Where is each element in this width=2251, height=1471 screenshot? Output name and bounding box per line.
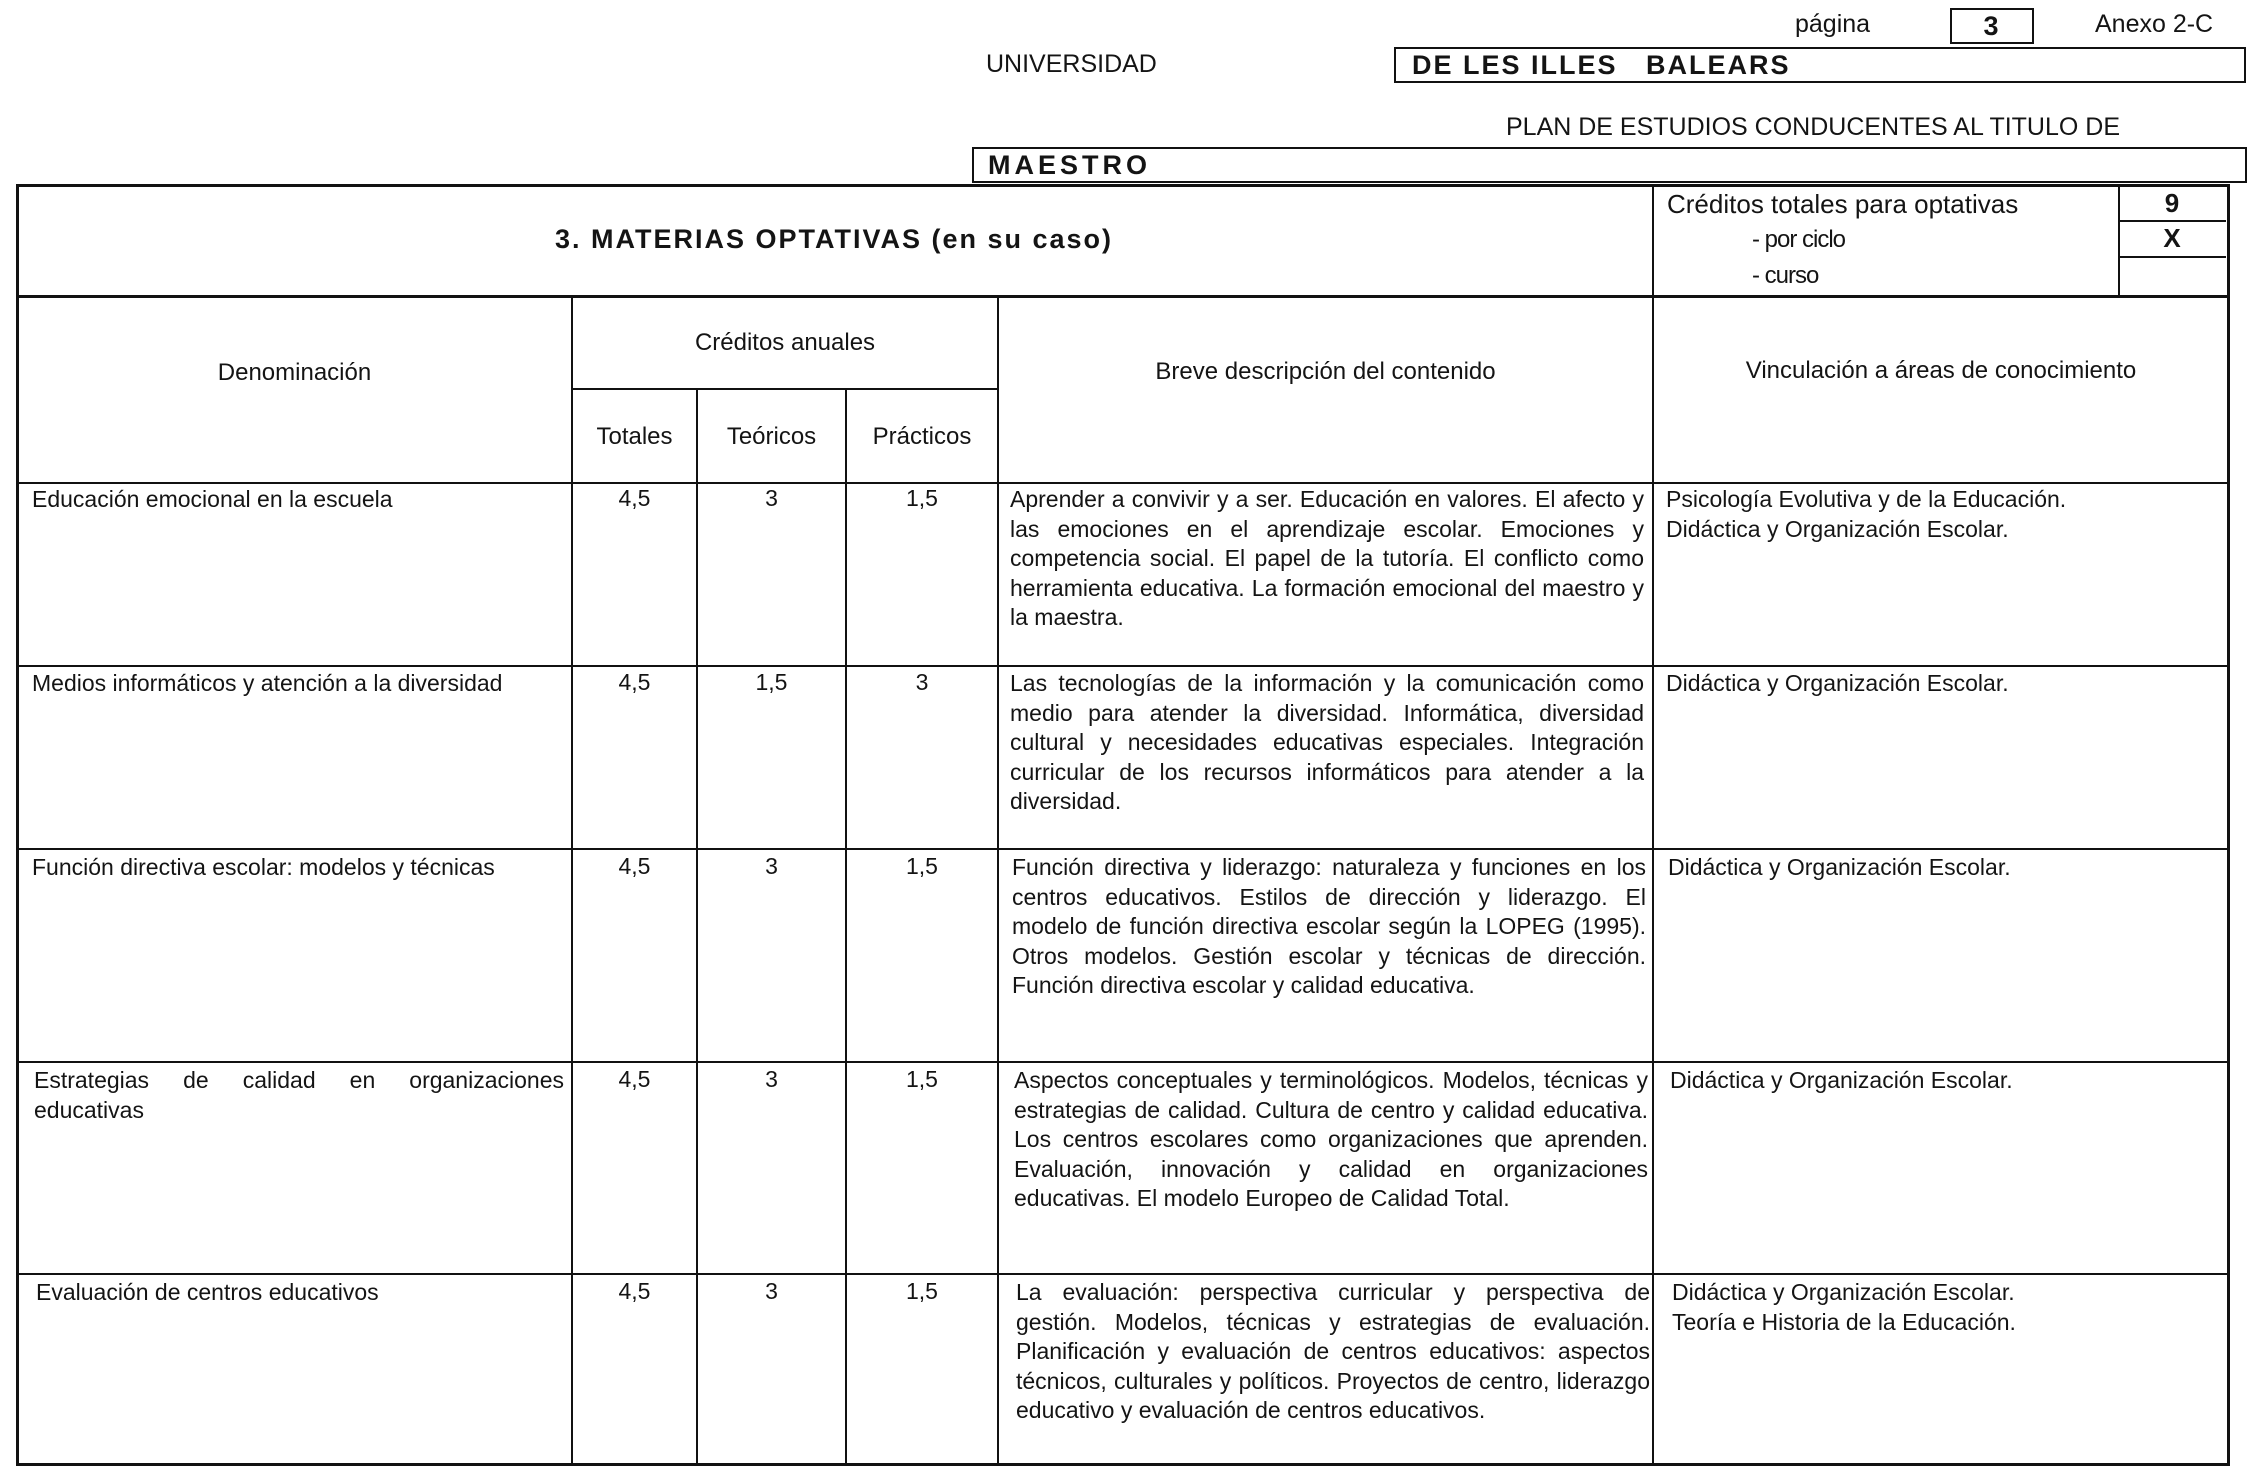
section-title: 3. MATERIAS OPTATIVAS (en su caso) (554, 224, 1114, 254)
column-divider (1652, 296, 1654, 1466)
row-3-vinculacion: Didáctica y Organización Escolar. (1668, 854, 2011, 880)
row-1-denominacion: Educación emocional en la escuela (32, 486, 393, 512)
row-1-totales: 4,5 (618, 485, 651, 511)
col-denominacion: Denominación (217, 359, 372, 386)
row-divider (16, 1273, 2230, 1275)
row-3-teoricos: 3 (765, 853, 778, 879)
titulo-value: MAESTRO (988, 150, 1151, 180)
universidad-label: UNIVERSIDAD (986, 50, 1157, 78)
row-5-teoricos: 3 (765, 1278, 778, 1304)
divider (2118, 220, 2226, 222)
row-5-practicos: 1,5 (906, 1278, 938, 1304)
plan-label: PLAN DE ESTUDIOS CONDUCENTES AL TITULO DE (1506, 113, 2121, 141)
row-4-denominacion: Estrategias de calidad en organizaciones educativas (34, 1067, 564, 1123)
divider (16, 295, 2230, 298)
row-2-descripcion: Las tecnologías de la información y la comunicación como medio para atender la diversidad. Informática, diversidad cultural y necesidades educativas especiales. Integración curricular de los recursos informáticos para atender a la diversidad. (1010, 670, 1644, 814)
row-4-vinculacion: Didáctica y Organización Escolar. (1670, 1067, 2013, 1093)
divider (2118, 256, 2226, 258)
row-5-totales: 4,5 (618, 1278, 651, 1304)
pagina-number: 3 (1983, 11, 2001, 41)
col-descripcion: Breve descripción del contenido (1155, 358, 1496, 385)
col-practicos: Prácticos (872, 423, 972, 450)
row-1-practicos: 1,5 (906, 485, 938, 511)
row-5-descripcion: La evaluación: perspectiva curricular y perspectiva de gestión. Modelos, técnicas y estrategias de evaluación. Planificación y evaluación de centros educativos: aspectos técnicos, culturales y políticos. Proyectos de centro, liderazgo educativo y evaluación de centros educativos. (1016, 1279, 1650, 1423)
row-4-teoricos: 3 (765, 1066, 778, 1092)
por-ciclo-value: X (2163, 223, 2181, 253)
row-divider (16, 848, 2230, 850)
row-2-teoricos: 1,5 (755, 669, 788, 695)
row-1-vinculacion: Psicología Evolutiva y de la Educación. Didáctica y Organización Escolar. (1666, 486, 2067, 542)
header-bottom (16, 482, 2230, 484)
row-4-practicos: 1,5 (906, 1066, 938, 1092)
row-divider (16, 665, 2230, 667)
row-2-totales: 4,5 (618, 669, 651, 695)
universidad-name-box (1394, 47, 2246, 83)
titulo-box (972, 147, 2247, 183)
curso-label: - curso (1752, 262, 1819, 289)
creditos-totales-label: Créditos totales para optativas (1667, 189, 2019, 219)
por-ciclo-label: - por ciclo (1752, 226, 1846, 253)
pagina-number-box (1950, 8, 2034, 44)
row-4-descripcion: Aspectos conceptuales y terminológicos. Modelos, técnicas y estrategias de calidad. Cultura de centro y calidad educativa. Los centros escolares como organizaciones que aprenden. Evaluación, innovación y calidad en organizaciones educativas. El modelo Europeo de Calidad Total. (1014, 1067, 1648, 1211)
col-teoricos: Teóricos (726, 423, 817, 450)
row-3-denominacion: Función directiva escolar: modelos y técnicas (32, 854, 495, 880)
pagina-label: página (1795, 10, 1871, 38)
row-4-totales: 4,5 (618, 1066, 651, 1092)
row-1-teoricos: 3 (765, 485, 778, 511)
row-3-practicos: 1,5 (906, 853, 938, 879)
col-creditos-anuales: Créditos anuales (694, 329, 876, 356)
row-2-denominacion: Medios informáticos y atención a la diversidad (32, 670, 503, 696)
anexo-label: Anexo 2-C (2095, 10, 2214, 38)
row-3-descripcion: Función directiva y liderazgo: naturaleza y funciones en los centros educativos. Estilos de dirección y liderazgo. El modelo de función directiva escolar según la LOPEG (1995). Otros modelos. Gestión escolar y técnicas de dirección. Función directiva escolar y calidad educativa. (1012, 854, 1646, 998)
row-5-denominacion: Evaluación de centros educativos (36, 1279, 379, 1305)
col-vinculacion: Vinculación a áreas de conocimiento (1745, 357, 2137, 384)
divider (571, 388, 997, 390)
universidad-name: DE LES ILLES BALEARS (1412, 50, 1791, 80)
row-2-vinculacion: Didáctica y Organización Escolar. (1666, 670, 2009, 696)
row-2-practicos: 3 (915, 669, 929, 695)
creditos-totales-value: 9 (2164, 188, 2180, 218)
row-5-vinculacion: Didáctica y Organización Escolar. Teoría e Historia de la Educación. (1672, 1279, 2016, 1335)
row-1-descripcion: Aprender a convivir y a ser. Educación en valores. El afecto y las emociones en el aprendizaje escolar. Emociones y competencia social. El papel de la tutoría. El conflicto como herramienta educativa. La formación emocional del maestro y la maestra. (1010, 486, 1644, 630)
row-3-totales: 4,5 (618, 853, 651, 879)
col-totales: Totales (596, 423, 673, 450)
divider (1652, 186, 1654, 296)
row-divider (16, 1061, 2230, 1063)
column-divider (997, 296, 999, 1466)
